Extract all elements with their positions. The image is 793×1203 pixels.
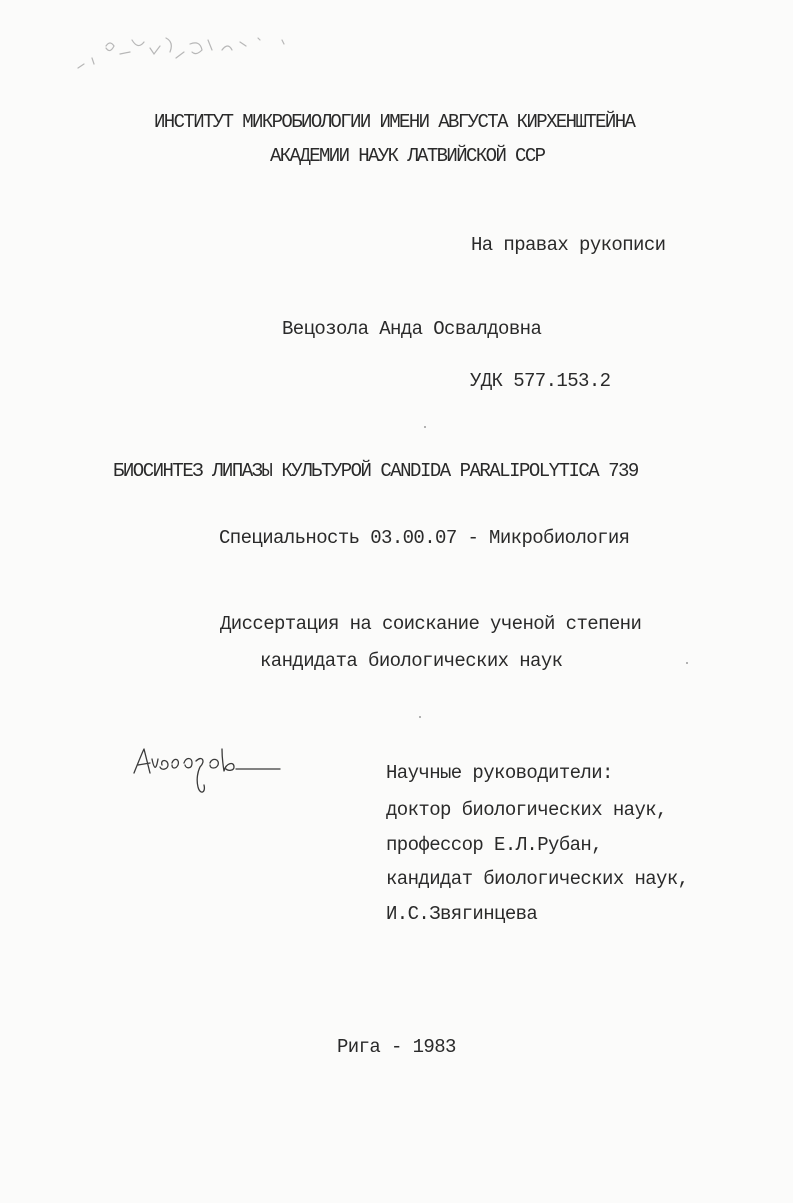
udk-code: УДК 577.153.2 bbox=[470, 370, 611, 392]
faded-stamp-marks bbox=[72, 28, 302, 83]
speciality-line: Специальность 03.00.07 - Микробиология bbox=[219, 527, 630, 549]
paper-speck bbox=[424, 426, 426, 428]
institute-name-line-1: ИНСТИТУТ МИКРОБИОЛОГИИ ИМЕНИ АВГУСТА КИРХЕНШТЕЙНА bbox=[154, 111, 635, 133]
manuscript-rights-note: На правах рукописи bbox=[471, 234, 666, 256]
author-name: Вецозола Анда Освалдовна bbox=[282, 318, 542, 340]
dissertation-degree-line-2: кандидата биологических наук bbox=[260, 650, 563, 672]
institute-name-line-2: АКАДЕМИИ НАУК ЛАТВИЙСКОЙ ССР bbox=[270, 145, 545, 167]
supervisor-line: И.С.Звягинцева bbox=[386, 903, 538, 925]
supervisor-line: профессор Е.Л.Рубан, bbox=[386, 834, 603, 856]
supervisors-heading: Научные руководители: bbox=[386, 762, 613, 784]
supervisor-line: кандидат биологических наук, bbox=[386, 868, 689, 890]
paper-speck bbox=[419, 716, 421, 718]
dissertation-degree-line-1: Диссертация на соискание ученой степени bbox=[220, 613, 642, 635]
paper-speck bbox=[686, 662, 688, 664]
supervisor-line: доктор биологических наук, bbox=[386, 799, 667, 821]
author-signature bbox=[130, 735, 290, 805]
dissertation-title: БИОСИНТЕЗ ЛИПАЗЫ КУЛЬТУРОЙ CANDIDA PARALIPOLYTICA 739 bbox=[113, 460, 638, 482]
city-and-year: Рига - 1983 bbox=[337, 1036, 456, 1058]
